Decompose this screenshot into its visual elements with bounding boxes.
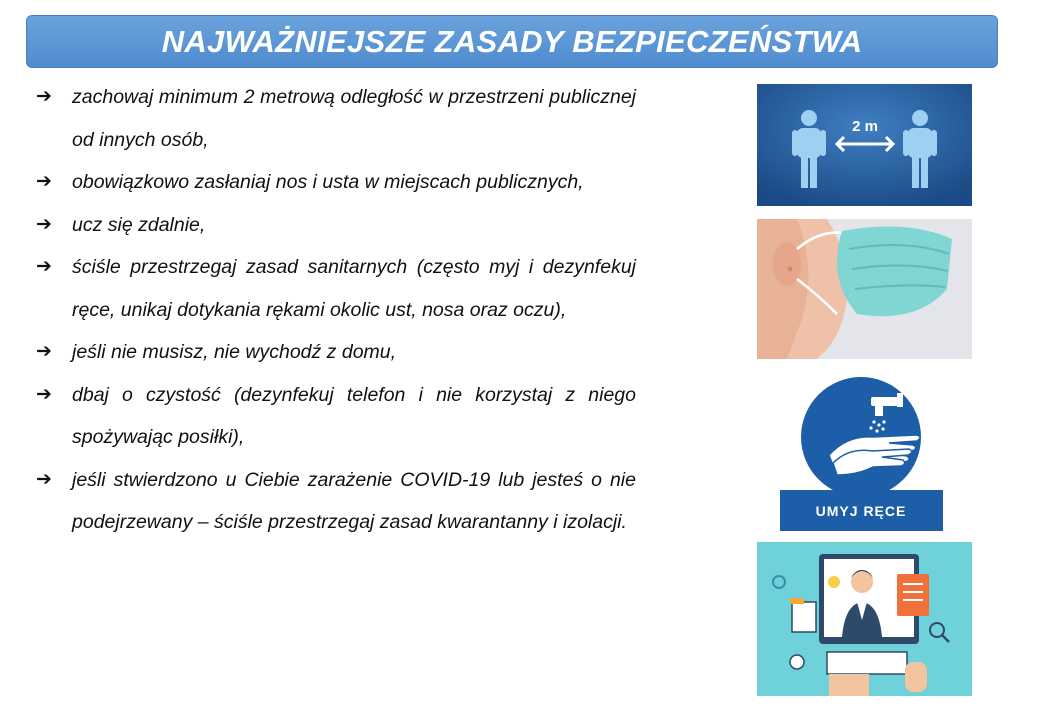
- list-item: [36, 246, 636, 331]
- list-item: [36, 331, 636, 374]
- arrow-icon: ➔: [36, 383, 52, 405]
- rules-list: [36, 76, 636, 544]
- remote-learning-image: [757, 542, 972, 696]
- wash-hands-sign: [777, 375, 946, 532]
- rule-text: ściśle przestrzegaj zasad sanitarnych (często myj i dezynfekuj ręce, unikaj dotykania rękami okolic ust, nosa oraz oczu),: [72, 256, 636, 321]
- distance-image: [757, 84, 972, 206]
- arrow-icon: ➔: [36, 468, 52, 490]
- title-banner: [26, 15, 998, 68]
- arrow-icon: ➔: [36, 341, 52, 362]
- wash-hands-label: UMYJ RĘCE: [815, 503, 907, 519]
- distance-label: 2 m: [852, 118, 878, 135]
- list-item: [36, 76, 636, 161]
- arrow-icon: ➔: [36, 86, 52, 107]
- arrow-icon: ➔: [36, 171, 52, 192]
- rule-text: zachowaj minimum 2 metrową odległość w przestrzeni publicznej od innych osób,: [72, 86, 636, 151]
- arrow-icon: ➔: [36, 213, 52, 235]
- list-item: [36, 374, 636, 459]
- rule-text: jeśli nie musisz, nie wychodź z domu,: [72, 341, 397, 363]
- list-item: [36, 459, 636, 544]
- page-title: NAJWAŻNIEJSZE ZASADY BEZPIECZEŃSTWA: [161, 23, 863, 59]
- rule-text: ucz się zdalnie,: [72, 213, 206, 236]
- list-item: [36, 204, 636, 247]
- list-item: [36, 161, 636, 204]
- arrow-icon: ➔: [36, 256, 52, 277]
- rule-text: dbaj o czystość (dezynfekuj telefon i nie korzystaj z niego spożywając posiłki),: [72, 383, 636, 448]
- rule-text: jeśli stwierdzono u Ciebie zarażenie COVID-19 lub jesteś o nie podejrzewany – ściśle przestrzegaj zasad kwarantanny i izolacji.: [72, 468, 636, 533]
- rule-text: obowiązkowo zasłaniaj nos i usta w miejscach publicznych,: [72, 171, 584, 193]
- face-mask-image: [757, 219, 972, 359]
